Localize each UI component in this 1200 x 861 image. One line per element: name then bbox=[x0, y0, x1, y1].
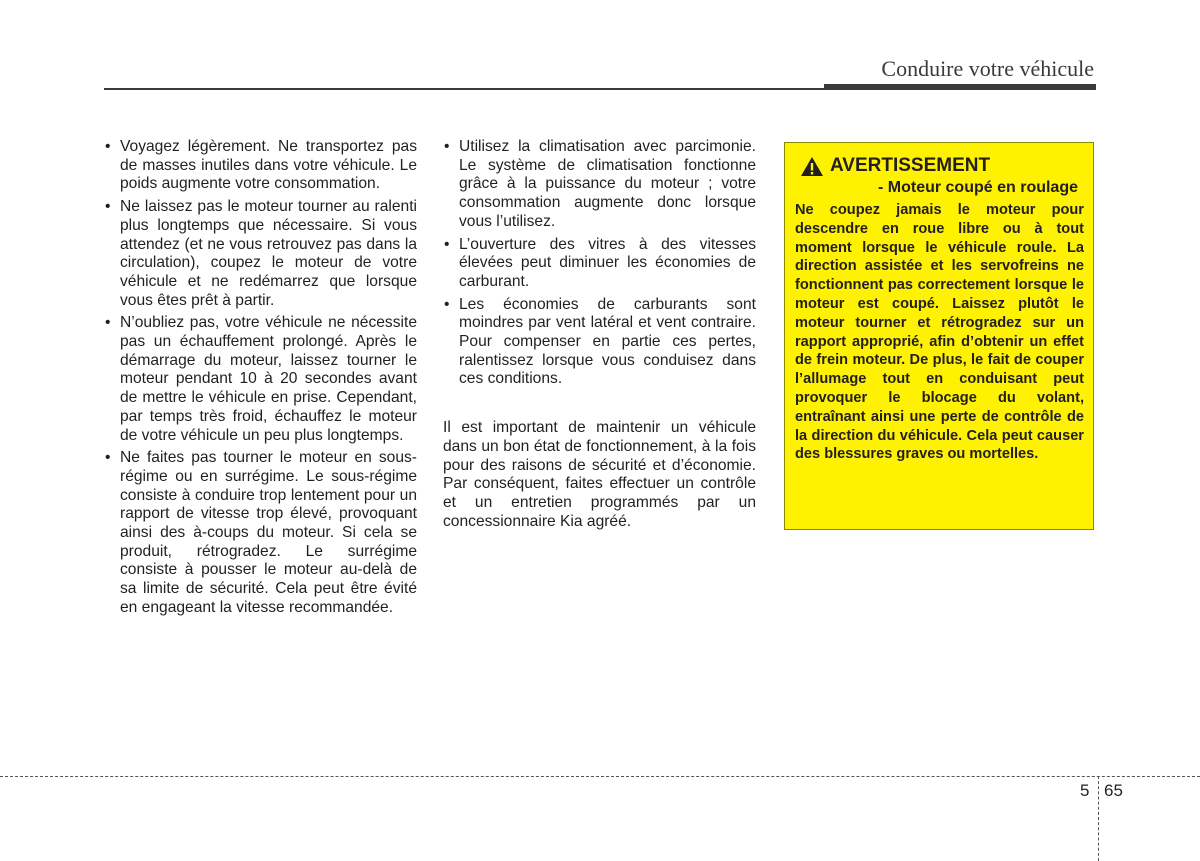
list-item: • Ne laissez pas le moteur tourner au ralenti plus longtemps que nécessaire. Si vous attendez (et ne vous retrouvez pas dans la circulation), coupez le moteur de votre véhicule et ne redémarrez que lorsque vous êtes prêt à partir. bbox=[104, 198, 417, 310]
list-item: • Voyagez légèrement. Ne transportez pas de masses inutiles dans votre véhicule. Le poids augmente votre consommation. bbox=[104, 138, 417, 194]
bullet-list-middle bbox=[443, 138, 756, 389]
list-item: • L’ouverture des vitres à des vitesses élevées peut diminuer les économies de carburant. bbox=[443, 236, 756, 292]
list-item: • Utilisez la climatisation avec parcimonie. Le système de climatisation fonctionne grâce à la puissance du moteur ; votre consommation augmente donc lorsque vous l’utilisez. bbox=[443, 138, 756, 232]
warning-body: Ne coupez jamais le moteur pour descendre en roue libre ou à tout moment lorsque le véhicule roule. La direction assistée et les servofreins ne fonctionnent pas correctement lorsque le moteur est coupé. Laissez plutôt le moteur tourner et rétrogradez sur un rapport approprié, afin d’obtenir un effet de frein moteur. De plus, le fait de couper l’allumage tout en conduisant peut provoquer le blocage du volant, entraînant ainsi une perte de contrôle de la direction du véhicule. Cela peut causer des blessures graves ou mortelles. bbox=[795, 202, 1084, 463]
footer-dashed-divider bbox=[1098, 776, 1099, 861]
warning-subtitle: - Moteur coupé en roulage bbox=[877, 179, 1078, 196]
warning-box bbox=[784, 142, 1094, 530]
page-number: 65 bbox=[1104, 781, 1123, 800]
chapter-number: 5 bbox=[1080, 781, 1090, 800]
column-left bbox=[104, 138, 417, 622]
maintenance-paragraph: Il est important de maintenir un véhicule dans un bon état de fonctionnement, à la fois pour des raisons de sécurité et d’économie. Par conséquent, faites effectuer un contrôle et un entretien programmés par un concessionnaire Kia agréé. bbox=[443, 419, 756, 530]
page-header-title: Conduire votre véhicule bbox=[881, 56, 1094, 81]
warning-heading bbox=[800, 155, 1084, 177]
list-item: • N’oubliez pas, votre véhicule ne nécessite pas un échauffement prolongé. Après le démarrage du moteur, laissez tourner le moteur pendant 10 à 20 secondes avant de mettre le véhicule en prise. Cependant, par temps très froid, échauffez le moteur de votre véhicule un peu plus longtemps. bbox=[104, 314, 417, 445]
warning-title: AVERTISSEMENT bbox=[830, 155, 991, 176]
header-rule-thin bbox=[104, 88, 824, 90]
warning-triangle-icon bbox=[800, 156, 824, 177]
list-item: • Ne faites pas tourner le moteur en sous-régime ou en surrégime. Le sous-régime consiste à conduire trop lentement pour un rapport de vitesse trop élevé, provoquant ainsi des à-coups du moteur. Si cela se produit, rétrogradez. Le surrégime consiste à pousser le moteur au-delà de sa limite de sécurité. Cela peut être évité en engageant la vitesse recommandée. bbox=[104, 449, 417, 617]
column-middle bbox=[443, 138, 756, 531]
list-item: • Les économies de carburants sont moindres par vent latéral et vent contraire. Pour compenser en partie ces pertes, ralentissez lorsque vous conduisez dans ces conditions. bbox=[443, 296, 756, 390]
header-rule-thick bbox=[824, 84, 1096, 90]
footer-dashed-rule bbox=[0, 776, 1200, 777]
bullet-list-left bbox=[104, 138, 417, 618]
